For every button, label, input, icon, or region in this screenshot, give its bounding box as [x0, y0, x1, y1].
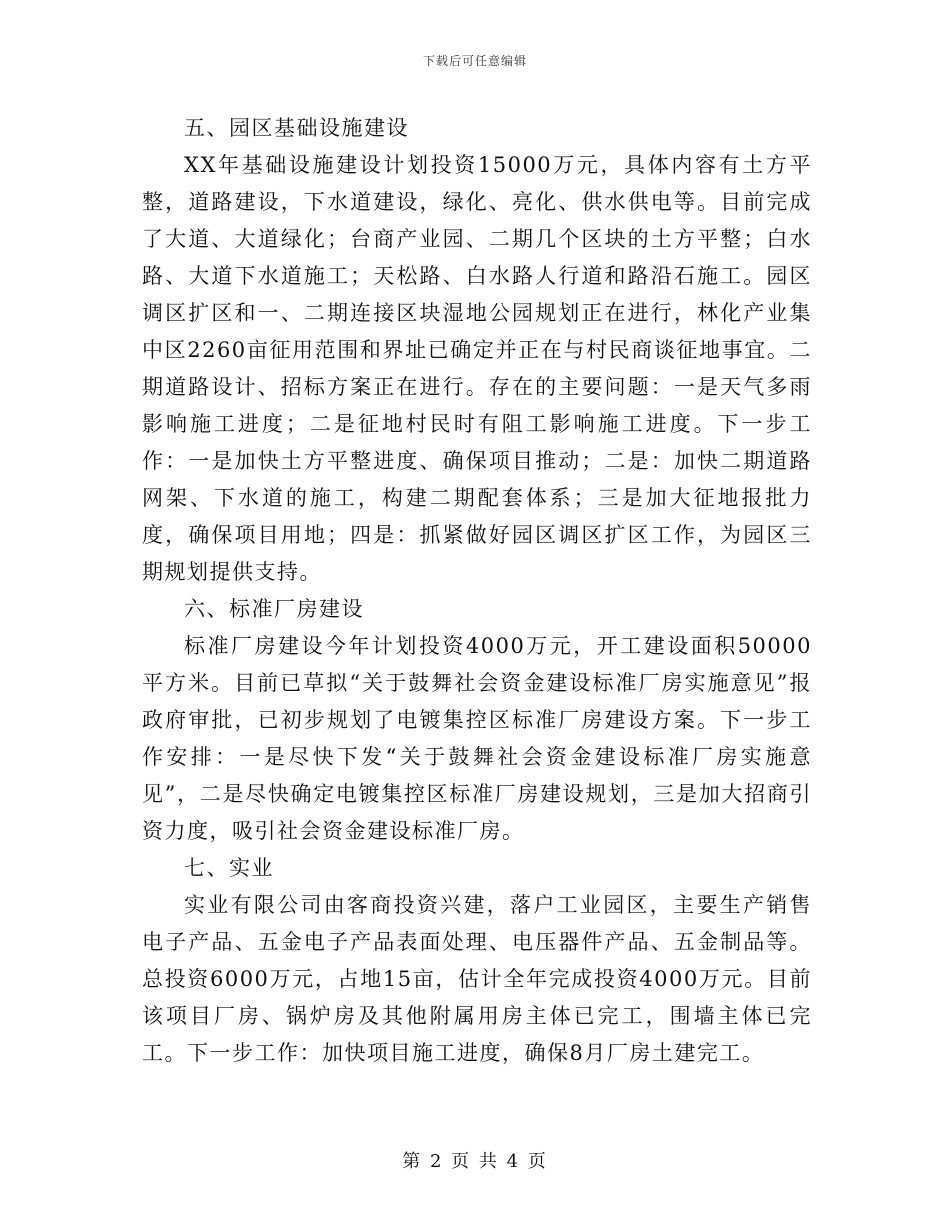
section-paragraph-standard-factory: 标准厂房建设今年计划投资4000万元，开工建设面积50000平方米。目前已草拟“关于鼓舞社会资金建设标准厂房实施意见”报政府审批，已初步规划了电镀集控区标准厂房建设方案。下一步工作安排：一是尽快下发“关于鼓舞社会资金建设标准厂房实施意见”，二是尽快确定电镀集控区标准厂房建设规划，三是加大招商引资力度，吸引社会资金建设标准厂房。 — [142, 634, 812, 843]
document-body — [142, 110, 812, 1072]
section-paragraph-industry: 实业有限公司由客商投资兴建，落户工业园区，主要生产销售电子产品、五金电子产品表面处理、电压器件产品、五金制品等。总投资6000万元，占地15亩，估计全年完成投资4000万元。目前该项目厂房、锅炉房及其他附属用房主体已完工，围墙主体已完工。下一步工作：加快项目施工进度，确保8月厂房土建完工。 — [142, 893, 812, 1065]
section-heading-standard-factory: 六、标准厂房建设 — [184, 597, 364, 621]
page-number-footer: 第 2 页 共 4 页 — [402, 1151, 548, 1172]
section-heading-infrastructure: 五、园区基础设施建设 — [184, 116, 409, 140]
section-heading-industry: 七、实业 — [184, 856, 274, 880]
section-paragraph-infrastructure: XX年基础设施建设计划投资15000万元，具体内容有土方平整，道路建设，下水道建设，绿化、亮化、供水供电等。目前完成了大道、大道绿化；台商产业园、二期几个区块的土方平整；白水路、大道下水道施工；天松路、白水路人行道和路沿石施工。园区调区扩区和一、二期连接区块湿地公园规划正在进行，林化产业集中区2260亩征用范围和界址已确定并正在与村民商谈征地事宜。二期道路设计、招标方案正在进行。存在的主要问题：一是天气多雨影响施工进度；二是征地村民时有阻工影响施工进度。下一步工作：一是加快土方平整进度、确保项目推动；二是：加快二期道路网架、下水道的施工，构建二期配套体系；三是加大征地报批力度，确保项目用地；四是：抓紧做好园区调区扩区工作，为园区三期规划提供支持。 — [142, 153, 812, 584]
header-note: 下载后可任意编辑 — [422, 54, 527, 68]
